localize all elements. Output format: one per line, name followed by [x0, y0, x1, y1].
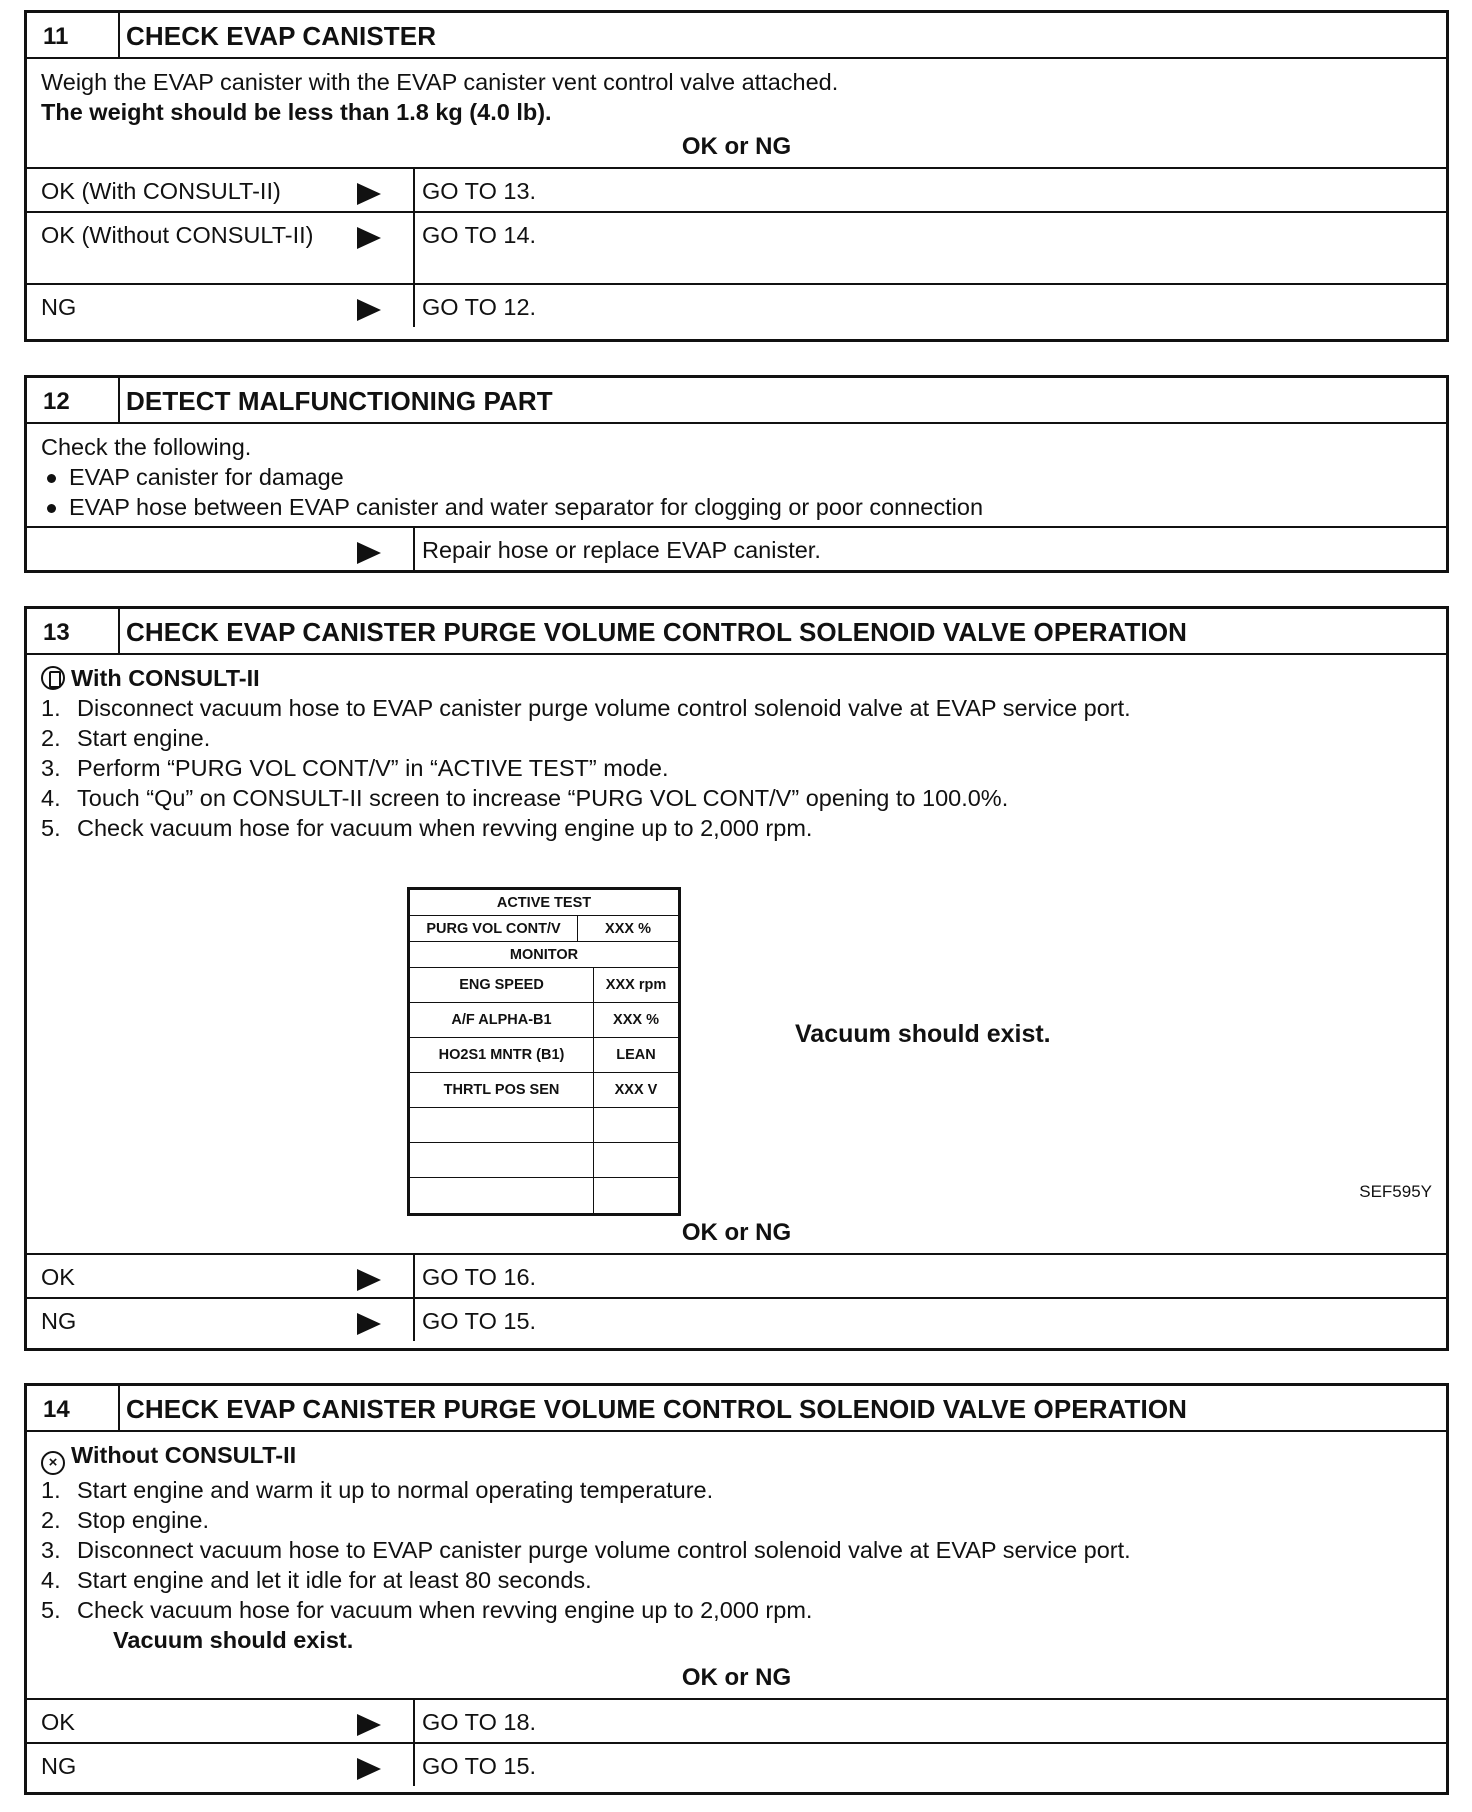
arrow-right-icon	[357, 542, 381, 564]
screen-row	[410, 968, 678, 1003]
screen-row	[410, 1073, 678, 1108]
step-number: 13	[27, 609, 120, 653]
step-title: CHECK EVAP CANISTER	[126, 21, 437, 51]
result-label: OK (Without CONSULT-II)	[41, 222, 314, 248]
result-label: NG	[41, 1308, 77, 1334]
step-number: 14	[27, 1386, 120, 1430]
arrow-right-icon	[357, 1269, 381, 1291]
ok-or-ng-label: OK or NG	[681, 133, 792, 160]
step-12-body	[27, 424, 1446, 526]
step-13-header	[27, 609, 1446, 655]
mode-label: With CONSULT-II	[41, 663, 1434, 693]
screen-label: ENG SPEED	[410, 968, 594, 1002]
without-consult-icon: ×	[41, 1451, 65, 1475]
procedure-steps	[41, 1475, 1434, 1625]
list-item: 1. Start engine and warm it up to normal operating temperature.	[41, 1477, 714, 1503]
ok-or-ng-label: OK or NG	[681, 1219, 792, 1246]
result-action: GO TO 15.	[422, 1753, 537, 1779]
result-action: Repair hose or replace EVAP canister.	[422, 537, 821, 563]
step-number: 11	[27, 13, 120, 57]
result-row	[27, 283, 1446, 327]
consult-screen	[407, 887, 681, 1216]
screen-row	[410, 1003, 678, 1038]
arrow-right-icon	[357, 1758, 381, 1780]
result-label: NG	[41, 294, 77, 320]
list-item: 4. Start engine and let it idle for at least 80 seconds.	[41, 1567, 592, 1593]
result-row	[27, 1253, 1446, 1297]
step-11-body	[27, 59, 1446, 127]
screen-value: LEAN	[616, 1047, 656, 1063]
arrow-right-icon	[357, 1714, 381, 1736]
list-item: 5. Check vacuum hose for vacuum when revving engine up to 2,000 rpm.	[41, 1597, 813, 1623]
list-item: 4. Touch “Qu” on CONSULT-II screen to increase “PURG VOL CONT/V” opening to 100.0%.	[41, 785, 1009, 811]
result-row	[27, 1698, 1446, 1742]
vacuum-note: Vacuum should exist.	[795, 1020, 1051, 1048]
screen-header: ACTIVE TEST	[410, 890, 678, 916]
step-12-block	[24, 375, 1449, 573]
result-row	[27, 1297, 1446, 1341]
instruction-text: Weigh the EVAP canister with the EVAP canister vent control valve attached.	[41, 69, 839, 95]
result-row	[27, 167, 1446, 211]
result-action: GO TO 16.	[422, 1264, 537, 1290]
screen-label: THRTL POS SEN	[410, 1073, 594, 1107]
result-action: GO TO 14.	[422, 222, 537, 248]
screen-value: XXX rpm	[605, 977, 667, 993]
result-row	[27, 526, 1446, 570]
specification-text: The weight should be less than 1.8 kg (4.0 lb).	[41, 99, 552, 125]
mode-label: × Without CONSULT-II	[41, 1440, 1434, 1475]
vacuum-note: Vacuum should exist.	[113, 1627, 354, 1653]
step-14-block	[24, 1383, 1449, 1795]
result-row	[27, 1742, 1446, 1786]
step-number: 12	[27, 378, 120, 422]
instruction-text: Check the following.	[41, 434, 252, 460]
step-title: CHECK EVAP CANISTER PURGE VOLUME CONTROL SOLENOID VALVE OPERATION	[126, 1394, 1188, 1424]
step-title: DETECT MALFUNCTIONING PART	[126, 386, 553, 416]
list-item: 3. Perform “PURG VOL CONT/V” in “ACTIVE TEST” mode.	[41, 755, 669, 781]
result-label: OK	[41, 1264, 75, 1290]
result-action: GO TO 18.	[422, 1709, 537, 1735]
step-12-header	[27, 378, 1446, 424]
screen-value: XXX %	[613, 1012, 659, 1028]
screen-row	[410, 916, 678, 942]
step-11-header	[27, 13, 1446, 59]
result-label: OK (With CONSULT-II)	[41, 178, 281, 204]
screen-row-empty	[410, 1178, 678, 1213]
list-item: 3. Disconnect vacuum hose to EVAP canister purge volume control solenoid valve at EVAP service port.	[41, 1537, 1131, 1563]
result-label: NG	[41, 1753, 77, 1779]
arrow-right-icon	[357, 227, 381, 249]
result-action: GO TO 12.	[422, 294, 537, 320]
screen-label: PURG VOL CONT/V	[410, 916, 578, 941]
step-13-block	[24, 606, 1449, 1351]
step-14-header	[27, 1386, 1446, 1432]
list-item: EVAP hose between EVAP canister and water separator for clogging or poor connection	[41, 492, 1434, 522]
figure-code: SEF595Y	[1359, 1182, 1432, 1201]
ok-or-ng-label: OK or NG	[681, 1664, 792, 1691]
result-action: GO TO 13.	[422, 178, 537, 204]
result-action: GO TO 15.	[422, 1308, 537, 1334]
screen-label: A/F ALPHA-B1	[410, 1003, 594, 1037]
list-item: EVAP canister for damage	[41, 462, 1434, 492]
result-label: OK	[41, 1709, 75, 1735]
arrow-right-icon	[357, 1313, 381, 1335]
step-14-body	[27, 1432, 1446, 1658]
list-item: 2. Start engine.	[41, 725, 211, 751]
screen-row	[410, 1038, 678, 1073]
step-title: CHECK EVAP CANISTER PURGE VOLUME CONTROL SOLENOID VALVE OPERATION	[126, 617, 1188, 647]
list-item: 2. Stop engine.	[41, 1507, 209, 1533]
step-11-block	[24, 10, 1449, 342]
arrow-right-icon	[357, 183, 381, 205]
screen-value: XXX V	[614, 1082, 658, 1098]
screen-row-empty	[410, 1108, 678, 1143]
result-row	[27, 211, 1446, 283]
list-item: 5. Check vacuum hose for vacuum when revving engine up to 2,000 rpm.	[41, 815, 813, 841]
check-list	[41, 462, 1434, 522]
arrow-right-icon	[357, 299, 381, 321]
screen-value: XXX %	[605, 920, 651, 937]
consult-icon	[41, 666, 65, 690]
list-item: 1. Disconnect vacuum hose to EVAP canister purge volume control solenoid valve at EVAP service port.	[41, 695, 1131, 721]
screen-label: HO2S1 MNTR (B1)	[410, 1038, 594, 1072]
screen-section: MONITOR	[410, 942, 678, 968]
procedure-steps	[41, 693, 1434, 843]
step-13-body	[27, 655, 1446, 1213]
screen-row-empty	[410, 1143, 678, 1178]
